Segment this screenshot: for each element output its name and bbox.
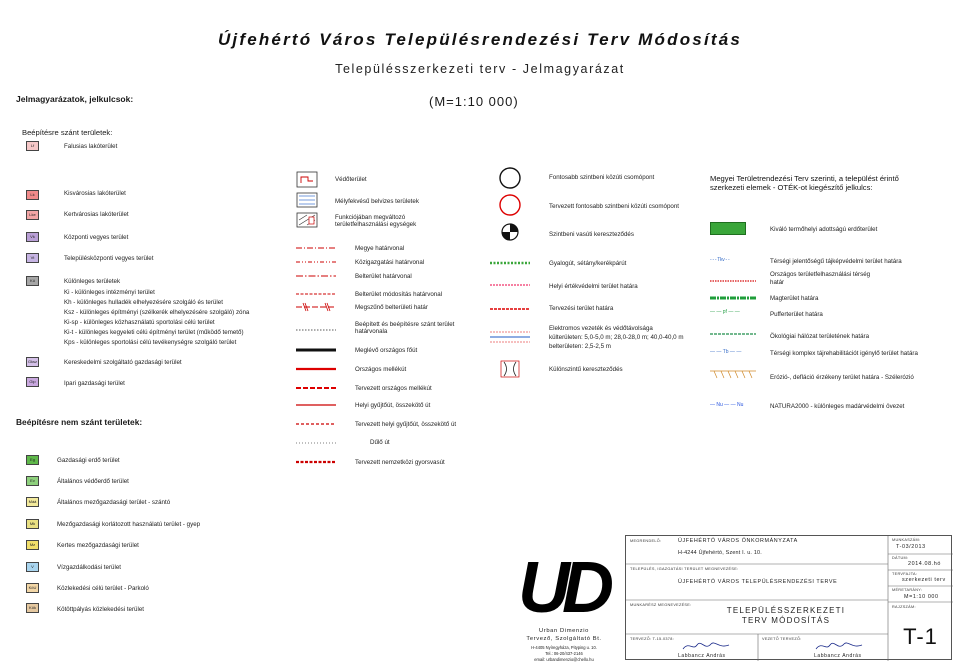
swatch-mz: Mz — [26, 540, 39, 550]
tb-label: TERVEZŐ: T-15-0378: — [630, 637, 674, 641]
legend-item: Országos területfelhasználási térség határ — [770, 271, 871, 286]
grade-separated-crossing-symbol — [500, 360, 520, 378]
legend-item: Beépített és beépítésre szánt terület határvonala — [355, 321, 455, 336]
protection-area-symbol — [296, 171, 318, 188]
tb-client: ÚJFEHÉRTÓ VÁROS ÖNKORMÁNYZATA — [678, 538, 798, 544]
changed-function-symbol — [296, 212, 318, 228]
swatch-lke: Lke — [26, 210, 39, 220]
legend-item: Kertes mezőgazdasági terület — [57, 542, 139, 549]
swatch-gksz: Gksz — [26, 357, 39, 367]
tb-label: VEZETŐ TERVEZŐ: — [762, 637, 802, 641]
scale-label: (M=1:10 000) — [429, 94, 519, 109]
legend-item: Különszintű kereszteződés — [549, 366, 623, 373]
legend-item: Falusias lakóterület — [64, 143, 118, 150]
inner-area-change-symbol — [296, 290, 336, 298]
special-item: Ksz - különleges építményi (szélkerék elhelyezésére szolgáló) zóna — [64, 309, 250, 316]
tb-designer: Labbancz András — [678, 653, 726, 659]
legend-item: Közlekedési célú terület - Parkoló — [57, 585, 149, 592]
swatch-kok: Kök — [26, 603, 39, 613]
legend-item: Meglévő országos főút — [355, 347, 418, 354]
tb-drawing-number: T-1 — [903, 624, 938, 649]
legend-item: Erózió-, defláció érzékeny terület határa - Szélerózió — [770, 374, 914, 381]
swatch-kou: KöU — [26, 583, 39, 593]
legend-item: Vízgazdálkodási terület — [57, 564, 121, 571]
legend-item: Belterület határvonal — [355, 273, 412, 280]
company-phone: Tel.: 06-20/437-2146 — [545, 651, 583, 656]
special-item: Ki-t - különleges kegyeleti célú építményi terület (működő temető) — [64, 329, 244, 336]
legend-item: Különleges területek — [64, 278, 121, 285]
legend-item: Pufferterület határa — [770, 311, 823, 318]
tb-client-address: H-4244 Újfehértó, Szent I. u. 10. — [678, 550, 762, 556]
legend-item: Dűlő út — [370, 439, 390, 446]
legend-item: Kereskedelmi szolgáltató gazdasági terület — [64, 359, 182, 366]
planned-collector-road-symbol — [296, 420, 336, 428]
legend-item: Országos mellékút — [355, 366, 407, 373]
tb-label: RAJZSZÁM: — [892, 605, 916, 609]
tb-plan-name: ÚJFEHÉRTÓ VÁROS TELEPÜLÉSRENDEZÉSI TERVE — [678, 579, 838, 585]
core-area-symbol — [710, 295, 756, 301]
legend-item: Magterület határa — [770, 295, 819, 302]
designer-signature — [681, 639, 731, 653]
legend-item: Tervezési terület határa — [549, 305, 614, 312]
legend-item: Mezőgazdasági korlátozott használatú terület - gyep — [57, 521, 201, 528]
page-title: Újfehértó Város Településrendezési Terv Módosítás — [217, 30, 743, 49]
swatch-ku: Kü — [26, 276, 39, 286]
special-item: Ki-sp - különleges közhasználatú sportolási célú terület — [64, 319, 215, 326]
legend-item: Tervezett fontosabb szintbeni közúti csomópont — [549, 203, 680, 210]
tb-job-number: T-03/2013 — [896, 544, 926, 550]
tb-label: MEGRENDELŐ: — [630, 539, 662, 543]
legend-item: Védőterület — [335, 176, 367, 183]
special-item: Kh - különleges hulladék elhelyezésére szolgáló és terület — [64, 299, 223, 306]
company-type: Tervező, Szolgáltató Bt. — [526, 636, 602, 642]
dirt-road-symbol — [296, 439, 336, 447]
quality-forest-swatch — [710, 222, 746, 235]
legend-item: Ökológiai hálózat területének határa — [770, 333, 870, 340]
tb-label: DÁTUM: — [892, 556, 909, 560]
tb-lead-designer: Labbancz András — [814, 653, 862, 659]
secondary-road-symbol — [296, 365, 336, 373]
legend-item: Térségi komplex tájrehabilitációt igénylő terület határa — [770, 350, 918, 357]
erosion-border-symbol — [710, 368, 756, 382]
tb-label: MUNKARÉSZ MEGNEVEZÉSE: — [630, 603, 692, 607]
landscape-border-symbol: - - - Tkv - - — [710, 257, 730, 263]
county-plan-heading: Megyei Területrendezési Terv szerinti, a települést érintő szerkezeti elemek - OTÉK-ot kiegészítő jelkulcs: — [710, 174, 899, 192]
high-speed-rail-symbol — [296, 458, 336, 466]
legend-item: Kiváló termőhelyi adottságú erdőterület — [770, 226, 878, 233]
legend-item: Kötöttpályás közlekedési terület — [57, 606, 145, 613]
tb-label: MUNKASZÁM: — [892, 538, 921, 542]
planned-secondary-road-symbol — [296, 384, 336, 392]
legend-item: Általános védőerdő terület — [57, 478, 129, 485]
tb-label: MÉRETARÁNY: — [892, 588, 923, 592]
legend-item: Megszűnő belterületi határ — [355, 304, 428, 311]
legend-item: Központi vegyes terület — [64, 234, 129, 241]
swatch-mk: Mk — [26, 519, 39, 529]
rehabilitation-border-symbol: — — Tb — — — [710, 349, 742, 355]
collector-road-symbol — [296, 401, 336, 409]
legend-item: Településközponti vegyes terület — [64, 255, 154, 262]
county-border-symbol — [296, 244, 336, 252]
legend-item: Tervezett nemzetközi gyorsvasút — [355, 459, 445, 466]
power-line-symbol — [490, 329, 530, 345]
legend-item: Fontosabb szintbeni közúti csomópont — [549, 174, 655, 181]
swatch-lk: Lk — [26, 190, 39, 200]
special-item: Ki - különleges intézményi terület — [64, 289, 155, 296]
legend-item: Általános mezőgazdasági terület - szántó — [57, 499, 171, 506]
national-land-use-border-symbol — [710, 278, 756, 284]
legend-item: Kertvárosias lakóterület — [64, 211, 129, 218]
section-unbuilt: Beépítésre nem szánt területek: — [16, 417, 143, 427]
swatch-maa: Máá — [26, 497, 39, 507]
swatch-gip: Gip — [26, 377, 39, 387]
legend-label: Jelmagyarázatok, jelkulcsok: — [16, 94, 134, 104]
legend-item: Tervezett helyi gyűjtőút, összekötő út — [355, 421, 457, 428]
legend-item: Funkciójában megváltozó területfelhasználási egységek — [335, 214, 417, 229]
legend-item: Helyi gyűjtőút, összekötő út — [355, 402, 431, 409]
legend-item: Kisvárosias lakóterület — [64, 190, 126, 197]
title-block — [625, 535, 952, 660]
company-email: email: urbandimenzio@chello.hu — [534, 657, 594, 662]
tb-label: TELEPÜLÉS, IGAZGATÁSI TERÜLET MEGNEVEZÉSE: — [630, 567, 739, 571]
eco-network-symbol — [710, 331, 756, 337]
legend-item: Térségi jelentőségű tájképvédelmi terület határa — [770, 258, 902, 265]
tb-label: TERVFAJTA: — [892, 572, 918, 576]
tb-scale: M=1:10 000 — [904, 594, 939, 600]
junction-symbol — [499, 167, 521, 189]
tb-plan-type: szerkezeti terv — [902, 577, 946, 583]
page-subtitle: Településszerkezeti terv - Jelmagyarázat — [335, 62, 625, 76]
legend-item: Közigazgatási határvonal — [355, 259, 425, 266]
swatch-lf: Lf — [26, 141, 39, 151]
swatch-vk: Vk — [26, 232, 39, 242]
natura2000-symbol: — Nu — — Nu — [710, 402, 744, 408]
swatch-ev: Ev — [26, 476, 39, 486]
footpath-symbol — [490, 259, 530, 267]
heritage-border-symbol — [490, 281, 530, 289]
special-item: Kps - különleges sportolási célú tevékenységre szolgáló terület — [64, 339, 237, 346]
tb-part-name: TELEPÜLÉSSZERKEZETI TERV MÓDOSÍTÁS — [726, 606, 846, 625]
legend-item: Megye határvonal — [355, 245, 405, 252]
built-border-symbol — [296, 326, 336, 334]
swatch-v: V — [26, 562, 39, 572]
legend-item: Ipari gazdasági terület — [64, 380, 125, 387]
lead-signature — [814, 639, 864, 653]
rail-crossing-symbol — [500, 222, 520, 242]
legend-item: Gazdasági erdő terület — [57, 457, 120, 464]
discontinued-border-symbol — [296, 302, 336, 312]
legend-item: Elektromos vezeték és védőtávolsága — [549, 325, 653, 332]
legend-item: NATURA2000 - különleges madárvédelmi övezet — [770, 403, 905, 410]
tb-date: 2014.08.hó — [908, 561, 941, 567]
main-road-symbol — [296, 346, 336, 354]
legend-item: belterületen: 2,5-2,5 m — [549, 343, 611, 350]
company-name: Urban Dimenzio — [539, 628, 589, 634]
legend-item: Helyi értékvédelmi terület határa — [549, 283, 638, 290]
legend-item: Tervezett országos mellékút — [355, 385, 432, 392]
admin-border-symbol — [296, 258, 336, 266]
swatch-vt: Vt — [26, 253, 39, 263]
legend-item: külterületen: 5,0-5,0 m; 28,0-28,0 m; 40,0-40,0 m — [549, 334, 684, 341]
company-logo: UD — [518, 548, 606, 628]
low-lying-area-symbol — [296, 192, 318, 208]
planned-junction-symbol — [499, 194, 521, 216]
legend-item: Szintbeni vasúti kereszteződés — [549, 231, 634, 238]
company-address: H-4405 Nyíregyháza, Pityping u. 10. — [531, 645, 597, 650]
planning-area-border-symbol — [490, 305, 530, 313]
legend-item: Belterület módosítás határvonal — [355, 291, 443, 298]
section-built: Beépítésre szánt területek: — [22, 128, 113, 137]
legend-item: Gyalogút, sétány/kerékpárút — [549, 260, 627, 267]
legend-item: Mélyfekvésű belvizes területek — [335, 198, 419, 205]
buffer-zone-symbol: — — pf — — — [710, 309, 740, 315]
inner-area-border-symbol — [296, 272, 336, 280]
swatch-eg: Eg — [26, 455, 39, 465]
